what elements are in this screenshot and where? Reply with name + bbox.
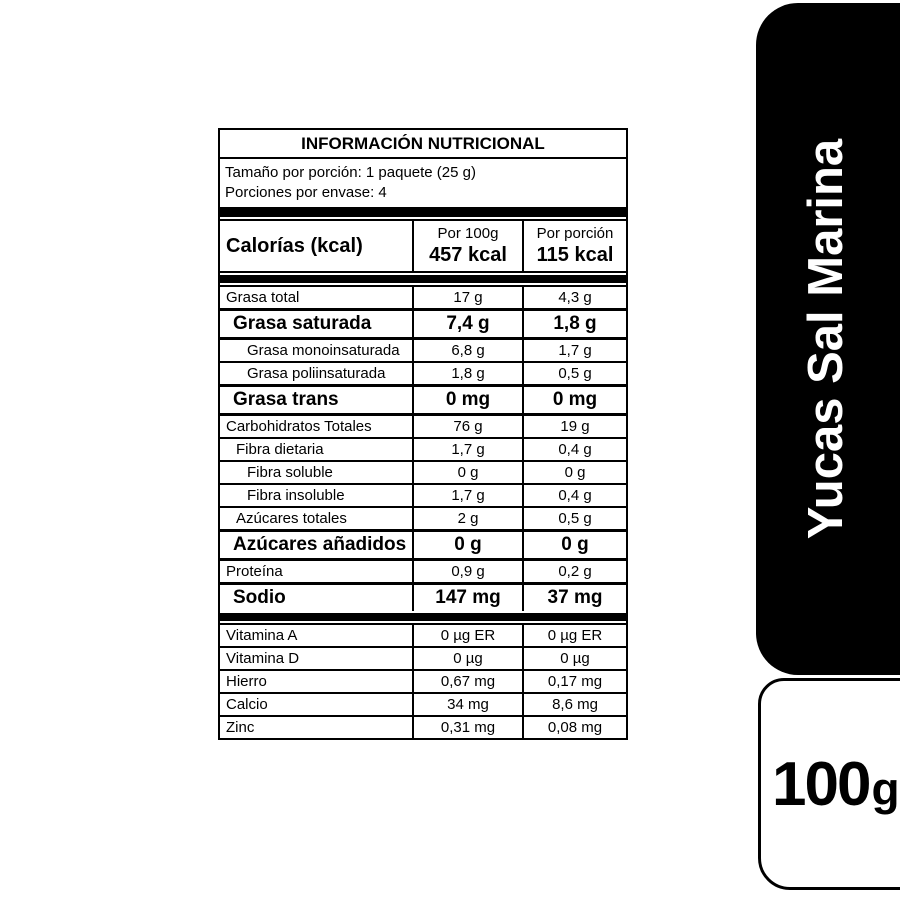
table-row — [220, 582, 626, 611]
table-row — [220, 285, 626, 308]
table-row — [220, 460, 626, 483]
table-row — [220, 506, 626, 529]
row-per-portion-value: 37 mg — [522, 585, 626, 611]
row-per-100g-value: 0,67 mg — [412, 671, 522, 692]
table-row — [220, 337, 626, 361]
row-label: Grasa saturada — [233, 313, 372, 334]
row-per-portion-value: 0 µg ER — [522, 625, 626, 646]
row-per-100g-value: 1,7 g — [412, 485, 522, 506]
row-label: Fibra soluble — [247, 463, 333, 481]
row-per-portion-value: 1,8 g — [522, 311, 626, 337]
weight-badge — [758, 678, 900, 890]
row-per-portion-value: 0 mg — [522, 387, 626, 413]
row-per-100g-value: 0 µg — [412, 648, 522, 669]
calories-per-100g-value: 457 kcal — [429, 244, 507, 266]
row-per-100g-value: 1,8 g — [412, 363, 522, 384]
row-per-100g-value: 1,7 g — [412, 439, 522, 460]
serving-size-line: Tamaño por porción: 1 paquete (25 g) — [225, 164, 476, 181]
row-per-portion-value: 0 g — [522, 462, 626, 483]
table-row — [220, 715, 626, 738]
row-per-portion-value: 1,7 g — [522, 340, 626, 361]
row-per-100g-value: 147 mg — [412, 585, 522, 611]
row-per-portion-value: 0,17 mg — [522, 671, 626, 692]
table-row — [220, 308, 626, 337]
row-per-portion-value: 0,2 g — [522, 561, 626, 582]
table-row — [220, 646, 626, 669]
section-separator — [220, 209, 626, 217]
row-per-100g-value: 2 g — [412, 508, 522, 529]
row-per-portion-value: 0,5 g — [522, 363, 626, 384]
row-label: Grasa total — [226, 288, 300, 306]
table-row — [220, 437, 626, 460]
row-per-portion-value: 0,4 g — [522, 485, 626, 506]
table-row — [220, 623, 626, 646]
row-label: Grasa monoinsaturada — [247, 341, 400, 359]
row-per-100g-value: 6,8 g — [412, 340, 522, 361]
row-label: Vitamina D — [226, 649, 300, 667]
row-label: Carbohidratos Totales — [226, 417, 372, 435]
row-per-100g-value: 34 mg — [412, 694, 522, 715]
weight-value: 100 — [772, 749, 870, 819]
per-100g-column — [412, 221, 522, 271]
table-row — [220, 361, 626, 384]
row-per-100g-value: 17 g — [412, 287, 522, 308]
row-label: Azúcares añadidos — [233, 534, 407, 555]
row-per-100g-value: 0 g — [412, 462, 522, 483]
weight-text — [761, 749, 900, 820]
calories-per-portion-value: 115 kcal — [536, 244, 614, 266]
section-separator — [220, 613, 626, 621]
row-label: Zinc — [226, 718, 255, 736]
row-per-100g-value: 0,9 g — [412, 561, 522, 582]
serving-info — [220, 159, 626, 209]
table-row — [220, 384, 626, 413]
calories-row — [220, 219, 626, 273]
row-per-portion-value: 4,3 g — [522, 287, 626, 308]
row-per-portion-value: 19 g — [522, 416, 626, 437]
product-banner — [756, 3, 900, 675]
row-per-100g-value: 76 g — [412, 416, 522, 437]
row-per-portion-value: 0,5 g — [522, 508, 626, 529]
row-per-portion-value: 0 µg — [522, 648, 626, 669]
row-per-portion-value: 0,4 g — [522, 439, 626, 460]
table-row — [220, 413, 626, 437]
row-per-portion-value: 8,6 mg — [522, 694, 626, 715]
row-per-100g-value: 7,4 g — [412, 311, 522, 337]
column-header-per-100g: Por 100g — [437, 225, 499, 242]
nutrition-rows — [220, 285, 626, 738]
per-portion-column — [522, 221, 626, 271]
table-title: INFORMACIÓN NUTRICIONAL — [220, 130, 626, 159]
section-separator — [220, 275, 626, 283]
row-label: Fibra dietaria — [236, 440, 324, 458]
weight-unit: g — [871, 762, 900, 815]
row-per-100g-value: 0,31 mg — [412, 717, 522, 738]
row-label: Calcio — [226, 695, 268, 713]
row-per-100g-value: 0 µg ER — [412, 625, 522, 646]
row-per-100g-value: 0 mg — [412, 387, 522, 413]
row-per-100g-value: 0 g — [412, 532, 522, 558]
row-label: Vitamina A — [226, 626, 298, 644]
table-row — [220, 483, 626, 506]
table-row — [220, 669, 626, 692]
table-row — [220, 558, 626, 582]
table-row — [220, 692, 626, 715]
nutrition-table — [218, 128, 628, 740]
calories-label: Calorías (kcal) — [226, 234, 363, 257]
row-label: Grasa poliinsaturada — [247, 364, 386, 382]
row-label: Hierro — [226, 672, 267, 690]
row-label: Grasa trans — [233, 389, 339, 410]
column-header-per-portion: Por porción — [536, 225, 614, 242]
row-label: Azúcares totales — [236, 509, 347, 527]
table-row — [220, 529, 626, 558]
row-per-portion-value: 0,08 mg — [522, 717, 626, 738]
product-name: Yucas Sal Marina — [799, 138, 854, 540]
row-label: Proteína — [226, 562, 283, 580]
row-label: Sodio — [233, 587, 286, 608]
servings-per-container-line: Porciones por envase: 4 — [225, 183, 387, 201]
row-per-portion-value: 0 g — [522, 532, 626, 558]
row-label: Fibra insoluble — [247, 486, 345, 504]
